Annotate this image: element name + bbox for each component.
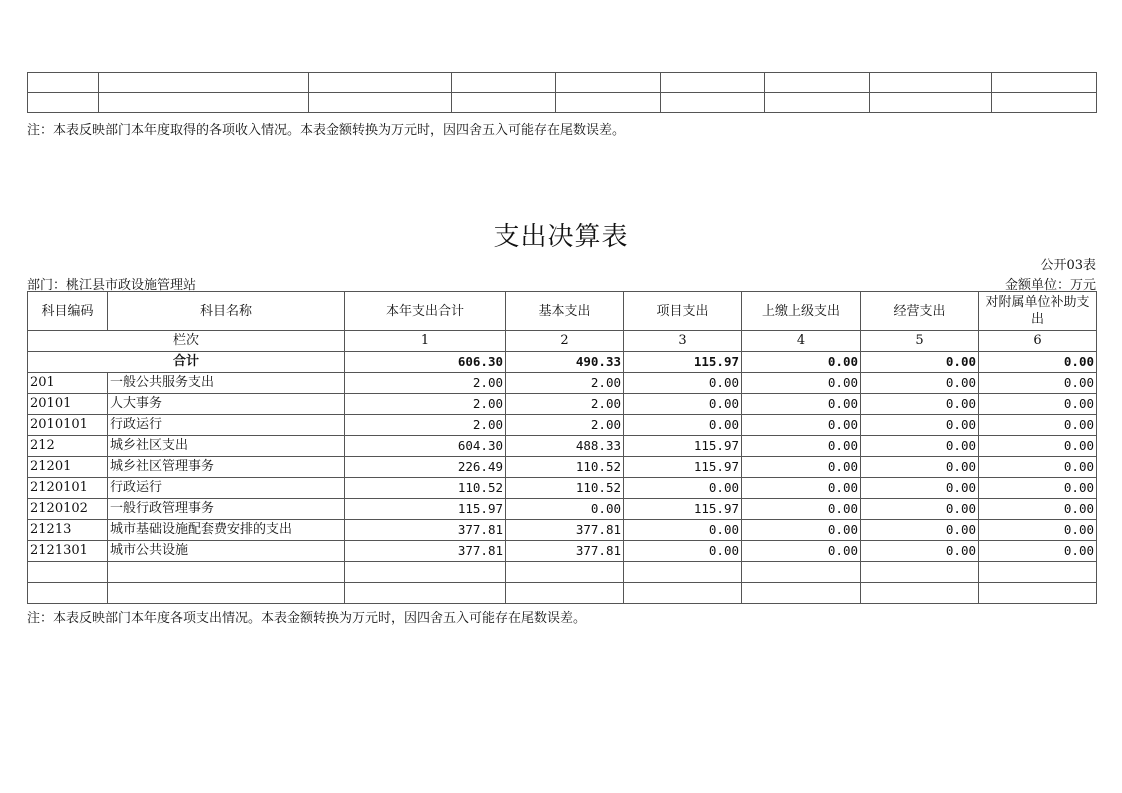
header-name: 科目名称 (108, 292, 345, 331)
amount-cell: 0.00 (979, 478, 1097, 499)
column-index-cell: 5 (861, 331, 979, 352)
table-row (28, 436, 1097, 457)
summary-value: 0.00 (979, 352, 1097, 373)
amount-cell: 2.00 (506, 373, 624, 394)
column-index-label: 栏次 (28, 331, 345, 352)
table-row (28, 93, 1097, 113)
amount-cell: 226.49 (345, 457, 506, 478)
amount-cell: 2.00 (506, 415, 624, 436)
amount-cell: 115.97 (624, 457, 742, 478)
amount-cell: 2.00 (345, 394, 506, 415)
amount-cell: 377.81 (345, 541, 506, 562)
amount-cell: 0.00 (624, 541, 742, 562)
table-row (28, 520, 1097, 541)
amount-cell: 0.00 (861, 394, 979, 415)
expenditure-table (27, 291, 1097, 604)
amount-cell: 115.97 (624, 436, 742, 457)
table-row (28, 373, 1097, 394)
amount-cell: 0.00 (742, 436, 861, 457)
subject-name: 行政运行 (108, 415, 345, 436)
amount-cell: 0.00 (624, 394, 742, 415)
subject-code: 21213 (28, 520, 108, 541)
table-row (28, 415, 1097, 436)
amount-cell: 377.81 (345, 520, 506, 541)
table-row (28, 394, 1097, 415)
amount-cell: 0.00 (861, 478, 979, 499)
amount-cell: 0.00 (979, 541, 1097, 562)
amount-cell: 0.00 (742, 373, 861, 394)
amount-cell: 0.00 (861, 436, 979, 457)
amount-cell: 2.00 (506, 394, 624, 415)
amount-cell: 0.00 (742, 415, 861, 436)
subject-name: 城乡社区管理事务 (108, 457, 345, 478)
header-basic: 基本支出 (506, 292, 624, 331)
form-number: 公开03表 (1040, 258, 1096, 273)
amount-cell: 115.97 (624, 499, 742, 520)
summary-value: 490.33 (506, 352, 624, 373)
header-code: 科目编码 (28, 292, 108, 331)
amount-cell: 0.00 (979, 457, 1097, 478)
amount-cell: 0.00 (624, 520, 742, 541)
amount-cell: 0.00 (979, 394, 1097, 415)
amount-cell: 0.00 (742, 541, 861, 562)
summary-value: 606.30 (345, 352, 506, 373)
amount-cell: 0.00 (742, 520, 861, 541)
header-project: 项目支出 (624, 292, 742, 331)
summary-label: 合计 (28, 352, 345, 373)
amount-cell: 0.00 (979, 499, 1097, 520)
subject-name: 城市公共设施 (108, 541, 345, 562)
subject-name: 城乡社区支出 (108, 436, 345, 457)
subject-name: 一般公共服务支出 (108, 373, 345, 394)
column-index-cell: 4 (742, 331, 861, 352)
blank-row (28, 583, 1097, 604)
amount-cell: 0.00 (861, 541, 979, 562)
column-index-cell: 2 (506, 331, 624, 352)
page-title: 支出决算表 (493, 222, 629, 252)
subject-name: 人大事务 (108, 394, 345, 415)
amount-cell: 0.00 (624, 478, 742, 499)
amount-cell: 0.00 (742, 457, 861, 478)
subject-name: 行政运行 (108, 478, 345, 499)
summary-row (28, 352, 1097, 373)
amount-cell: 0.00 (979, 415, 1097, 436)
amount-cell: 0.00 (861, 373, 979, 394)
subject-code: 201 (28, 373, 108, 394)
data-rows (28, 373, 1097, 562)
column-index-cell: 3 (624, 331, 742, 352)
amount-cell: 0.00 (624, 415, 742, 436)
amount-cell: 0.00 (861, 520, 979, 541)
amount-cell: 377.81 (506, 520, 624, 541)
previous-table-note: 注：本表反映部门本年度取得的各项收入情况。本表金额转换为万元时，因四舍五入可能存在尾数误差。 (27, 123, 626, 138)
amount-cell: 2.00 (345, 373, 506, 394)
subject-code: 2121301 (28, 541, 108, 562)
amount-cell: 0.00 (861, 415, 979, 436)
header-upper: 上缴上级支出 (742, 292, 861, 331)
amount-cell: 0.00 (742, 394, 861, 415)
amount-cell: 0.00 (506, 499, 624, 520)
amount-cell: 115.97 (345, 499, 506, 520)
table-row (28, 478, 1097, 499)
subject-name: 城市基础设施配套费安排的支出 (108, 520, 345, 541)
subject-code: 212 (28, 436, 108, 457)
amount-cell: 0.00 (979, 436, 1097, 457)
amount-unit-label: 金额单位：万元 (1004, 278, 1096, 293)
subject-code: 2120101 (28, 478, 108, 499)
header-subsidy: 对附属单位补助支出 (979, 292, 1097, 331)
header-row (28, 292, 1097, 331)
summary-value: 0.00 (861, 352, 979, 373)
amount-cell: 0.00 (861, 499, 979, 520)
amount-cell: 0.00 (742, 478, 861, 499)
table-row (28, 457, 1097, 478)
amount-cell: 604.30 (345, 436, 506, 457)
table-row (28, 499, 1097, 520)
summary-value: 0.00 (742, 352, 861, 373)
amount-cell: 0.00 (979, 373, 1097, 394)
table-row (28, 73, 1097, 93)
subject-code: 2010101 (28, 415, 108, 436)
column-index-row (28, 331, 1097, 352)
amount-cell: 0.00 (979, 520, 1097, 541)
amount-cell: 0.00 (624, 373, 742, 394)
amount-cell: 110.52 (506, 457, 624, 478)
amount-cell: 2.00 (345, 415, 506, 436)
amount-cell: 0.00 (861, 457, 979, 478)
subject-code: 2120102 (28, 499, 108, 520)
table-note: 注：本表反映部门本年度各项支出情况。本表金额转换为万元时，因四舍五入可能存在尾数误差。 (27, 611, 587, 626)
blank-row (28, 562, 1097, 583)
column-index-cell: 6 (979, 331, 1097, 352)
summary-value: 115.97 (624, 352, 742, 373)
table-row (28, 541, 1097, 562)
subject-name: 一般行政管理事务 (108, 499, 345, 520)
amount-cell: 0.00 (742, 499, 861, 520)
header-business: 经营支出 (861, 292, 979, 331)
header-total: 本年支出合计 (345, 292, 506, 331)
column-index-cell: 1 (345, 331, 506, 352)
amount-cell: 110.52 (506, 478, 624, 499)
subject-code: 21201 (28, 457, 108, 478)
subject-code: 20101 (28, 394, 108, 415)
amount-cell: 488.33 (506, 436, 624, 457)
department-label: 部门：桃江县市政设施管理站 (27, 278, 197, 293)
amount-cell: 377.81 (506, 541, 624, 562)
previous-table-remnant (27, 72, 1097, 113)
amount-cell: 110.52 (345, 478, 506, 499)
